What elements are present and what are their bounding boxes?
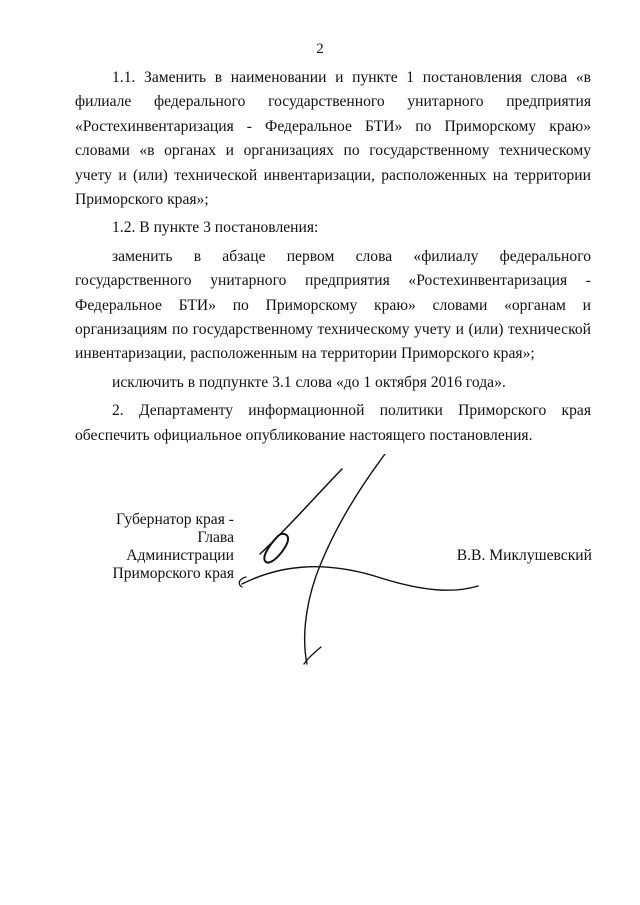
page-number: 2 [316,41,324,57]
handwritten-signature [230,454,490,674]
paragraph-1-1: 1.1. Заменить в наименовании и пункте 1 постановления слова «в филиале федерального государственного унитарного предприятия «Ростехинвентаризация - Федеральное БТИ» по Приморскому краю» словами «в органах и организациях по государственному техническому учету и (или) технической инвентаризации, расположенных на территории Приморского края»; [75,69,591,209]
signer-position-line-1: Губернатор края - [116,511,234,528]
paragraph-replace: заменить в абзаце первом слова «филиалу федерального государственного унитарного предприятия «Ростехинвентаризация - Федеральное БТИ» по Приморскому краю» словами «органам и организациям по государственному техническому учету и (или) технической инвентаризации, расположенным на территории Приморского края»; [75,247,591,363]
signature-long-tail-stroke [305,454,385,664]
signer-name: В.В. Миклушевский [456,547,592,564]
signer-position [86,511,234,583]
signature-loop-stroke [264,534,288,563]
signature-block [0,506,640,676]
signature-crossing-stroke [242,567,478,591]
signature-hook-stroke [304,647,321,664]
document-body [75,66,591,448]
signer-position-line-2: Глава Администрации [126,529,234,564]
paragraph-1-2: 1.2. В пункте 3 постановления: [112,219,319,237]
paragraph-2: 2. Департаменту информационной политики Приморского края обеспечить официальное опубликование настоящего постановления. [75,402,591,444]
signer-position-line-3: Приморского края [112,565,234,582]
paragraph-exclude: исключить в подпункте 3.1 слова «до 1 октября 2016 года». [112,373,506,391]
